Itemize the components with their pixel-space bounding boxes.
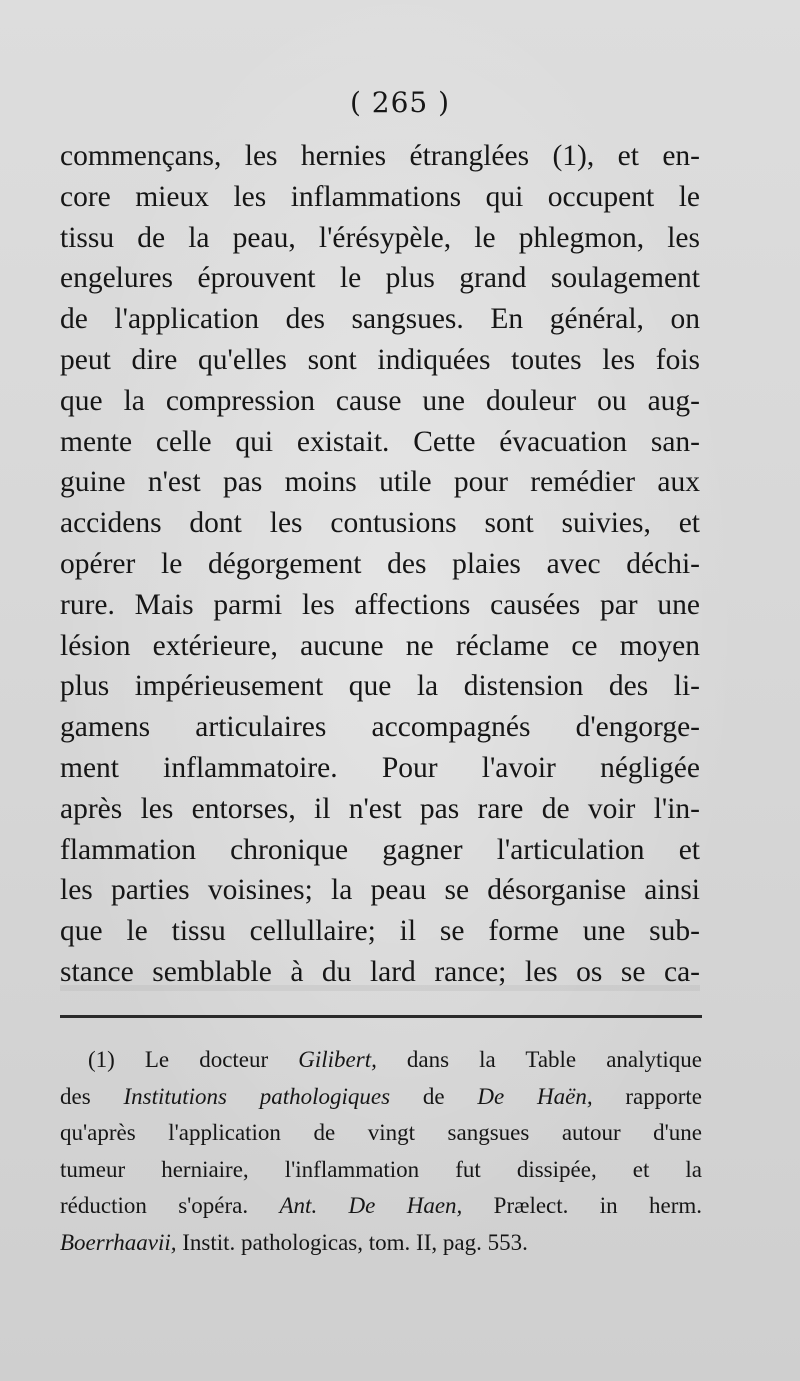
text-line: flammation chronique gagner l'articulation et	[60, 833, 700, 866]
footnote-text: réduction s'opéra.	[60, 1193, 280, 1218]
footnote-line	[60, 1079, 702, 1116]
footnote-line	[60, 1188, 702, 1225]
footnote-text: des	[60, 1083, 124, 1109]
text-line: lésion extérieure, aucune ne réclame ce moyen	[60, 629, 700, 662]
text-line: peut dire qu'elles sont indiquées toutes les fois	[60, 343, 700, 376]
text-line: opérer le dégorgement des plaies avec déchi-	[60, 547, 700, 580]
text-line: engelures éprouvent le plus grand soulagement	[60, 262, 700, 295]
text-line: après les entorses, il n'est pas rare de voir l'in-	[60, 792, 700, 825]
text-line: les parties voisines; la peau se désorganise ainsi	[60, 874, 700, 907]
footnote-author: De Haën,	[477, 1083, 593, 1109]
footnote-work-title: Boerrhaavii,	[60, 1229, 177, 1255]
text-line: ment inflammatoire. Pour l'avoir négligée	[60, 751, 700, 784]
footnote-text: dans la Table analytique	[376, 1047, 703, 1072]
footnote-line: tumeur herniaire, l'inflammation fut dissipée, et la	[60, 1156, 702, 1182]
text-line: mente celle qui existait. Cette évacuation san-	[60, 425, 700, 458]
footnote-line	[60, 1042, 702, 1079]
text-line: gamens articulaires accompagnés d'engorge-	[60, 711, 700, 744]
text-line: commençans, les hernies étranglées (1), et en-	[60, 140, 700, 172]
footnote-work-title: Institutions pathologiques	[123, 1083, 391, 1109]
footnote-divider	[60, 1015, 702, 1018]
footnote-author: Gilibert,	[298, 1047, 377, 1072]
footnote-text: rapporte	[592, 1083, 702, 1109]
text-line: plus impérieusement que la distension des li-	[60, 670, 700, 703]
footnote-line	[60, 1225, 702, 1262]
text-line: accidens dont les contusions sont suivies, et	[60, 507, 700, 540]
text-line: stance semblable à du lard rance; les os se ca-	[60, 955, 700, 988]
main-text-block	[60, 136, 700, 993]
text-line: core mieux les inflammations qui occupent le	[60, 180, 700, 213]
footnote-line: qu'après l'application de vingt sangsues autour d'une	[60, 1120, 702, 1145]
text-line: guine n'est pas moins utile pour remédier aux	[60, 466, 700, 499]
footnote-text: de	[390, 1083, 478, 1109]
footnote-text: Instit. pathologicas, tom. II, pag. 553.	[176, 1229, 528, 1255]
text-line: que la compression cause une douleur ou aug-	[60, 384, 700, 417]
text-line: que le tissu cellullaire; il se forme une sub-	[60, 915, 700, 948]
footnote	[60, 1042, 702, 1261]
bleed-through-shadow	[60, 985, 700, 991]
text-line: rure. Mais parmi les affections causées par une	[60, 588, 700, 621]
page-number: ( 265 )	[349, 86, 451, 119]
text-line: tissu de la peau, l'érésypèle, le phlegmon, les	[60, 221, 700, 254]
footnote-author: Ant. De Haen,	[279, 1193, 463, 1218]
footnote-text: Prælect. in herm.	[462, 1193, 703, 1218]
text-line: de l'application des sangsues. En général, on	[60, 303, 700, 336]
footnote-text: (1) Le docteur	[88, 1047, 299, 1072]
